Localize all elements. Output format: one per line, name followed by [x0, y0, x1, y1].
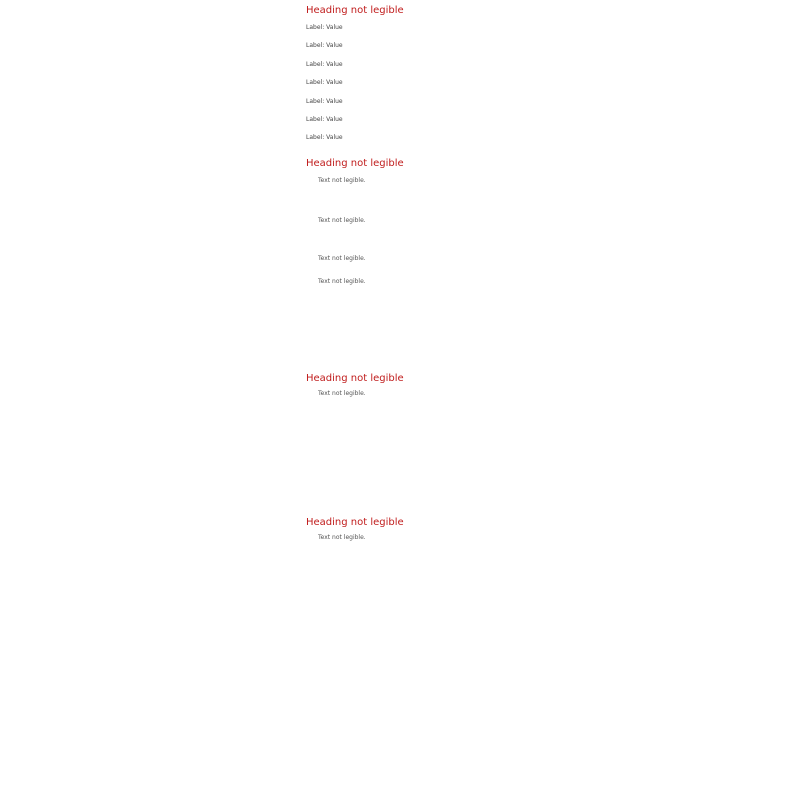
- document-column: [306, 4, 494, 739]
- field-label: Label: [306, 60, 323, 68]
- paragraph-text: Text not legible.: [318, 533, 366, 541]
- field-label: Label: [306, 79, 323, 87]
- field-row: Label: Value: [306, 60, 343, 68]
- section-3-body: [306, 390, 494, 502]
- field-label: Label: [306, 42, 323, 50]
- field-label: Label: [306, 134, 323, 142]
- section-4-heading: Heading not legible: [306, 516, 404, 528]
- field-row: Label: Value: [306, 115, 343, 123]
- paragraph: [306, 177, 494, 213]
- field-row: Label: Value: [306, 79, 343, 87]
- section-1-heading: Heading not legible: [306, 5, 404, 16]
- paragraph-text: Text not legible.: [318, 177, 366, 185]
- field-value: Value: [326, 60, 343, 68]
- field-value: Value: [326, 97, 343, 105]
- paragraph-text: Text not legible.: [318, 389, 366, 397]
- paragraph-text: Text not legible.: [318, 217, 366, 225]
- field-label: Label: [306, 24, 323, 31]
- field-list: [306, 24, 494, 141]
- field-value: Value: [326, 134, 343, 142]
- paragraph-text: Text not legible.: [318, 254, 366, 262]
- field-label: Label: [306, 115, 323, 123]
- section-3-heading: Heading not legible: [306, 372, 404, 384]
- section-2-heading: Heading not legible: [306, 158, 404, 170]
- paragraph: [306, 390, 494, 502]
- field-row: Label: Value: [306, 134, 343, 142]
- section-4-body: [306, 534, 494, 739]
- paragraph: [306, 255, 494, 274]
- field-row: Label: Value: [306, 97, 343, 105]
- paragraph: [306, 534, 494, 739]
- field-value: Value: [326, 42, 343, 50]
- paragraph: [306, 278, 494, 356]
- field-row: Label: Value: [306, 24, 343, 31]
- paragraph-text: Text not legible.: [318, 277, 366, 285]
- field-value: Value: [326, 24, 343, 31]
- paragraph: [306, 217, 494, 251]
- field-row: Label: Value: [306, 42, 343, 50]
- field-value: Value: [326, 79, 343, 87]
- section-2-body: [306, 177, 494, 355]
- field-label: Label: [306, 97, 323, 105]
- field-value: Value: [326, 115, 343, 123]
